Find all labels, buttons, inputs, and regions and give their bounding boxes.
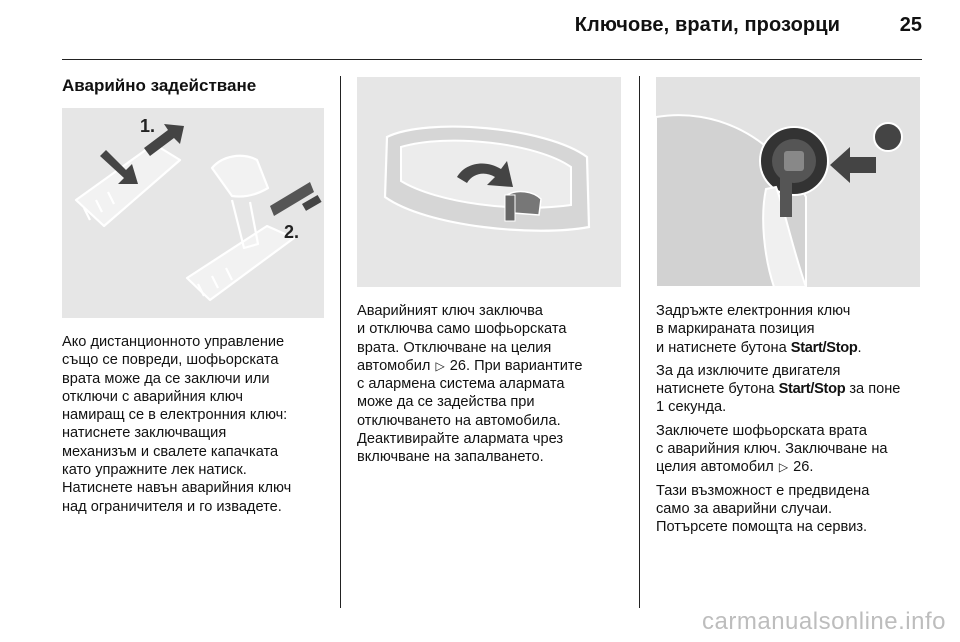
start-stop-label: Start/Stop	[790, 339, 858, 356]
col1-line: врата може да се заключи или	[62, 370, 270, 387]
col3-text	[656, 302, 931, 542]
column-divider-2	[639, 76, 640, 608]
figure-key-fob	[62, 108, 324, 318]
header-title: Ключове, врати, прозорци	[574, 14, 840, 36]
column-divider-1	[340, 76, 341, 608]
col2-line: Деактивирайте алармата чрез	[357, 431, 564, 448]
col2-text	[357, 302, 632, 467]
col2-line: включване на запалването.	[357, 449, 544, 466]
step-label-2: 2.	[284, 222, 300, 242]
col3-para-2: За да изключите двигателя натиснете бутона Start/Stop за поне 1 секунда.	[656, 362, 901, 416]
col3-para-1: Задръжте електронния ключ в маркираната позиция и натиснете бутона Start/Stop.	[656, 303, 862, 356]
step-label-1: 1.	[140, 116, 156, 136]
xref-arrow-icon: ▷	[435, 358, 445, 373]
xref-page-link[interactable]: 26	[449, 357, 466, 374]
col1-line: намиращ се в електронния ключ:	[62, 407, 288, 424]
col1-line: Натиснете навън аварийния ключ	[62, 480, 292, 497]
col1-line: натиснете заключващия	[62, 425, 227, 442]
col1-line: като упражните лек натиск.	[62, 462, 247, 479]
xref-page-link[interactable]: 26	[793, 459, 810, 476]
watermark: carmanualsonline.info	[702, 608, 946, 635]
figure-start-stop	[656, 77, 920, 287]
page-number: 25	[899, 14, 922, 36]
col1-line: над ограничителя и го извадете.	[62, 498, 282, 515]
col3-para-3: Заключете шофьорската врата с аварийния ключ. Заключване на целия автомобил ▷ 26.	[656, 422, 888, 476]
start-stop-label: Start/Stop	[778, 381, 846, 398]
col2-line: и отключва само шофьорската	[357, 321, 567, 338]
col1-line: също се повреди, шофьорската	[62, 352, 279, 369]
figure-door-handle	[357, 77, 621, 287]
col1-line: механизъм и свалете капачката	[62, 443, 279, 460]
col3-para-4: Тази възможност е предвидена само за аварийни случаи. Потърсете помощта на сервиз.	[656, 482, 870, 536]
col2-line: с алармена система алармата	[357, 376, 565, 393]
col2-line: отключването на автомобила.	[357, 412, 561, 429]
col2-line-xref: автомобил ▷ 26. При вариантите	[357, 357, 583, 374]
header-rule	[62, 59, 922, 60]
col2-line: Аварийният ключ заключва	[357, 303, 543, 319]
col2-line: врата. Отключване на целия	[357, 339, 552, 356]
col1-line: отключи с аварийния ключ	[62, 388, 244, 405]
col2-line: може да се задейства при	[357, 394, 535, 411]
col1-line: Ако дистанционното управление	[62, 334, 285, 350]
section-heading: Аварийно задействане	[62, 76, 257, 95]
col1-text	[62, 333, 332, 516]
xref-arrow-icon: ▷	[778, 460, 789, 475]
